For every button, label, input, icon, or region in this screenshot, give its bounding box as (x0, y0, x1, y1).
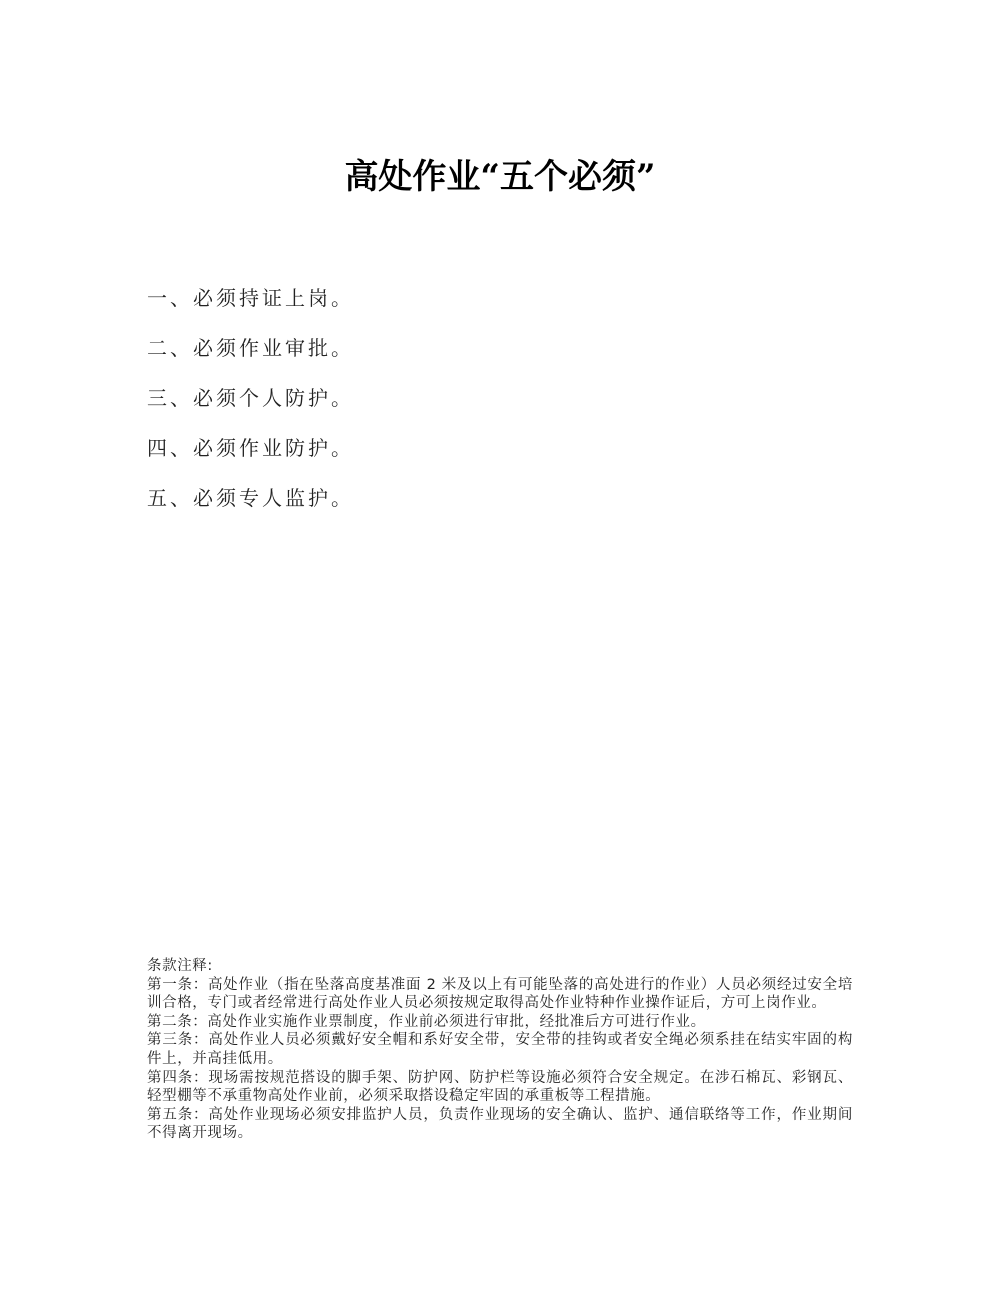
rule-text: 必须作业审批。 (193, 336, 354, 360)
notes-heading: 条款注释: (147, 958, 213, 974)
clause-note: 第二条：高处作业实施作业票制度，作业前必须进行审批，经批准后方可进行作业。 (147, 1013, 706, 1030)
rules-list (147, 286, 354, 536)
page-title: 高处作业“五个必须” (344, 156, 656, 197)
clause-note: 第四条：现场需按规范搭设的脚手架、防护网、防护栏等设施必须符合安全规定。在涉石棉瓦、彩钢瓦、轻型棚等不承重物高处作业前，必须采取搭设稳定牢固的承重板等工程措施。 (147, 1069, 853, 1105)
clause-note: 第三条：高处作业人员必须戴好安全帽和系好安全带，安全带的挂钩或者安全绳必须系挂在结实牢固的构件上，并高挂低用。 (147, 1032, 853, 1067)
clause-notes (147, 957, 853, 1143)
rule-text: 必须个人防护。 (193, 386, 354, 410)
rule-number: 三、 (147, 386, 193, 410)
rule-text: 必须专人监护。 (193, 486, 354, 510)
rule-text: 必须作业防护。 (193, 436, 354, 460)
clause-note: 第五条：高处作业现场必须安排监护人员，负责作业现场的安全确认、监护、通信联络等工作，作业期间不得离开现场。 (147, 1106, 853, 1142)
rule-item (147, 436, 354, 486)
rule-item (147, 386, 354, 436)
rule-item (147, 486, 354, 536)
rule-number: 二、 (147, 336, 193, 360)
rule-number: 四、 (147, 436, 193, 460)
rule-number: 一、 (147, 286, 193, 310)
rule-number: 五、 (147, 486, 193, 510)
rule-item (147, 336, 354, 386)
rule-text: 必须持证上岗。 (193, 286, 354, 310)
clause-note: 第一条：高处作业（指在坠落高度基准面 2 米及以上有可能坠落的高处进行的作业）人员必须经过安全培训合格，专门或者经常进行高处作业人员必须按规定取得高处作业特种作业操作证后，方可上岗作业。 (147, 976, 853, 1012)
rule-item (147, 286, 354, 336)
